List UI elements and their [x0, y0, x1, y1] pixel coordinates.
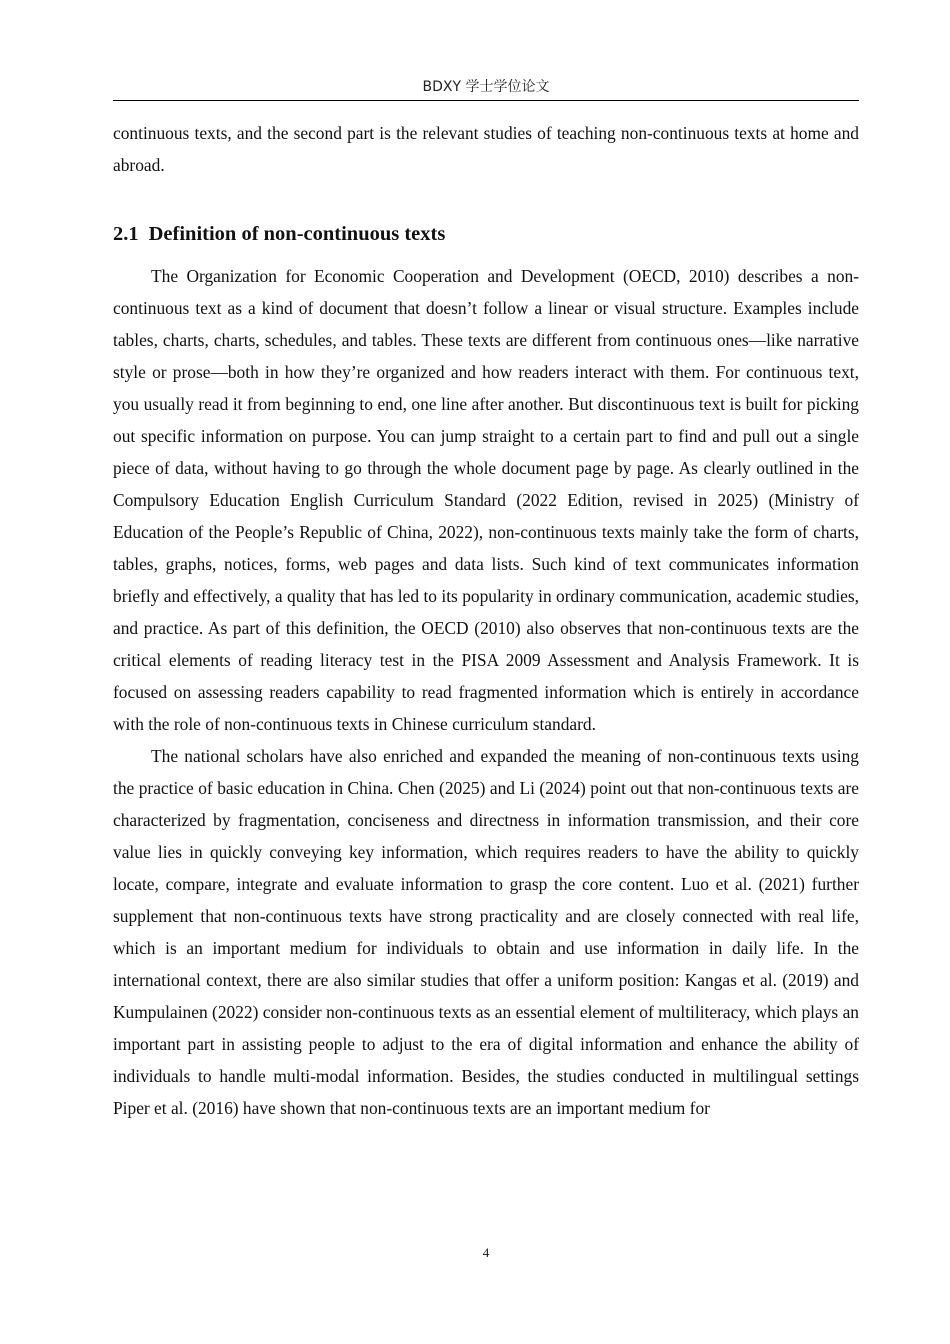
page-number: 4: [482, 1245, 490, 1260]
body-paragraph-2: The national scholars have also enriched and expanded the meaning of non-continuous texts using the practice of basic education in China. Chen (2025) and Li (2024) point out that non-continuous texts are characterized by fragmentation, conciseness and directness in information transmission, and their core value lies in quickly conveying key information, which requires readers to have the ability to quickly locate, compare, integrate and evaluate information to grasp the core content. Luo et al. (2021) further supplement that non-continuous texts have strong practicality and are closely connected with real life, which is an important medium for individuals to obtain and use information in daily life. In the international context, there are also similar studies that offer a uniform position: Kangas et al. (2019) and Kumpulainen (2022) consider non-continuous texts as an essential element of multiliteracy, which plays an important part in assisting people to adjust to the era of digital information and enhance the ability of individuals to handle multi-modal information. Besides, the studies conducted in multilingual settings Piper et al. (2016) have shown that non-continuous texts are an important medium for: [113, 746, 859, 1118]
running-header: BDXY 学士学位论文: [422, 79, 550, 95]
section-number: 2.1: [113, 223, 139, 245]
section-title: Definition of non-continuous texts: [148, 223, 446, 245]
header-rule: [113, 100, 859, 101]
section-body: [113, 260, 859, 1124]
body-paragraph-1: The Organization for Economic Cooperation and Development (OECD, 2010) describes a non-continuous text as a kind of document that doesn’t follow a linear or visual structure. Examples include tables, charts, charts, schedules, and tables. These texts are different from continuous ones—like narrative style or prose—both in how they’re organized and how readers interact with them. For continuous text, you usually read it from beginning to end, one line after another. But discontinuous text is built for picking out specific information on purpose. You can jump straight to a certain part to find and pull out a single piece of data, without having to go through the whole document page by page. As clearly outlined in the Compulsory Education English Curriculum Standard (2022 Edition, revised in 2025) (Ministry of Education of the People’s Republic of China, 2022), non-continuous texts mainly take the form of charts, tables, graphs, notices, forms, web pages and data lists. Such kind of text communicates information briefly and effectively, a quality that has led to its popularity in ordinary communication, academic studies, and practice. As part of this definition, the OECD (2010) also observes that non-continuous texts are the critical elements of reading literacy test in the PISA 2009 Assessment and Analysis Framework. It is focused on assessing readers capability to read fragmented information which is entirely in accordance with the role of non-continuous texts in Chinese curriculum standard.: [113, 266, 859, 734]
intro-text: continuous texts, and the second part is the relevant studies of teaching non-continuous texts at home and abroad.: [113, 123, 859, 175]
intro-paragraph: [113, 117, 859, 181]
section-heading: [113, 218, 859, 250]
